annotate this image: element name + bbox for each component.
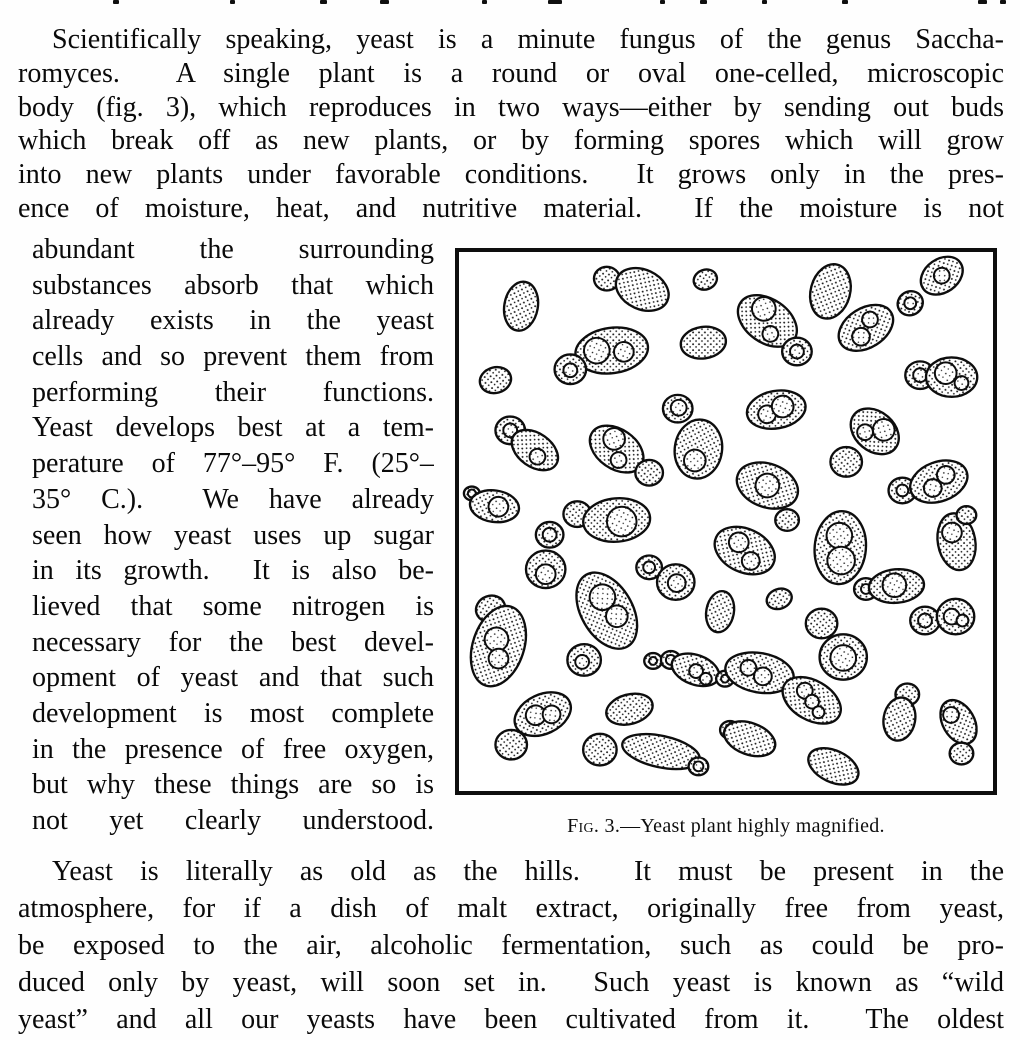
yeast-cell-vacuole [935,362,957,384]
figure-caption [455,815,997,838]
text-line: perature of 77°–95° F. (25°– [32,448,434,480]
paragraph-bottom [18,853,1004,1038]
yeast-cell [477,364,514,397]
yeast-cell [910,607,940,635]
cropped-text-fragment [482,0,487,4]
text-line: necessary for the best devel- [32,626,434,658]
yeast-cell-vacuole [955,376,969,390]
yeast-cell [812,509,869,586]
cropped-text-fragment [380,0,389,4]
text-line: cells and so prevent them from [32,341,434,373]
yeast-cell [806,609,838,639]
paragraph-top [18,23,1004,226]
text-line: atmosphere, for if a dish of malt extract, originally free from yeast, [18,893,1004,924]
yeast-cell [689,757,709,775]
yeast-cell [893,287,927,320]
text-line: 35° C.). We have already [32,483,434,515]
yeast-cell [730,454,804,516]
yeast-cell [603,689,656,730]
cropped-text-fragment [842,0,848,4]
yeast-cell-vacuole [649,657,657,665]
yeast-cell [703,589,737,635]
text-line: not yet clearly understood. [32,805,434,836]
text-line: development is most complete [32,697,434,729]
text-line: Yeast is literally as old as the hills. It must be present in the [52,856,1004,887]
yeast-cell [495,730,527,760]
yeast-cell-vacuole [913,368,927,382]
text-line: substances absorb that which [32,269,434,301]
yeast-cell [679,324,728,362]
yeast-cell-vacuole [882,572,908,598]
text-line: already exists in the yeast [32,305,434,337]
yeast-cell-vacuole [543,528,557,542]
yeast-cell [583,734,616,766]
yeast-cell-vacuole [668,574,686,592]
yeast-cell-vacuole [643,561,655,573]
yeast-cell [663,395,693,423]
yeast-cell [868,567,926,605]
yeast-cell-vacuole [957,615,969,627]
yeast-cell [957,506,977,524]
text-line: be exposed to the air, alcoholic fermentation, such as could be pro- [18,930,1004,961]
yeast-cell [657,564,694,599]
yeast-cell-vacuole [693,761,703,771]
yeast-cell [914,252,970,302]
yeast-cell-vacuole [536,564,556,584]
cropped-text-fragment [700,0,707,4]
yeast-cell [461,599,535,694]
text-line: abundant the surrounding [32,234,434,265]
yeast-cell [803,741,865,791]
yeast-figure-drawing [459,252,993,791]
yeast-cell [950,743,974,765]
text-line: seen how yeast uses up sugar [32,519,434,551]
text-line: which break off as new plants, or by forming spores which will grow [18,125,1004,157]
cropped-text-fragment [320,0,327,4]
text-line: ence of moisture, heat, and nutritive material. If the moisture is not [18,192,1004,224]
text-line: performing their functions. [32,376,434,408]
yeast-cell-vacuole [575,655,589,669]
yeast-cell [609,260,676,319]
cropped-text-fragment [548,0,562,4]
text-line: body (fig. 3), which reproduces in two ways—either by sending out buds [18,91,1004,123]
yeast-cell [804,260,856,324]
yeast-cell [707,518,782,584]
yeast-cell [581,496,652,545]
yeast-cell [635,460,663,486]
text-line: lieved that some nitrogen is [32,590,434,622]
cropped-text-fragment [230,0,235,4]
figure-frame [455,248,997,795]
figure-caption-label: Fig. 3. [567,815,621,837]
text-line: in the presence of free oxygen, [32,733,434,765]
yeast-cell [775,509,799,531]
yeast-cell [764,585,795,612]
text-line: in its growth. It is also be- [32,555,434,587]
yeast-cell [782,338,812,366]
text-line: Scientifically speaking, yeast is a minute fungus of the genus Saccha- [52,24,1004,55]
cropped-text-fragment [113,0,119,4]
yeast-cell [536,522,564,548]
text-line: duced only by yeast, will soon set in. Such yeast is known as “wild [18,967,1004,998]
yeast-cell-vacuole [790,345,804,359]
text-line: yeast” and all our yeasts have been cultivated from it. The oldest [18,1004,1004,1035]
cropped-text-fragment [762,0,767,4]
text-line: into new plants under favorable conditions. It grows only in the pres- [18,159,1004,191]
yeast-cell [691,266,720,293]
yeast-cell-vacuole [563,363,577,377]
yeast-cell [926,357,977,396]
yeast-cell [671,417,726,482]
yeast-cell [526,551,565,588]
cropped-text-fragment [978,0,987,4]
yeast-cell-vacuole [918,614,932,628]
yeast-cell [830,447,862,477]
text-line: opment of yeast and that such [32,662,434,694]
yeast-cell [500,279,542,333]
text-line: but why these things are so is [32,769,434,801]
left-column-paragraph [32,232,434,839]
yeast-cell [820,634,867,679]
yeast-cell-vacuole [825,522,853,550]
yeast-cell [567,644,600,676]
figure-caption-text: —Yeast plant highly magnified. [620,815,885,837]
cropped-text-fragment [660,0,665,4]
yeast-cell-vacuole [896,485,908,497]
yeast-cell [937,599,974,634]
cropped-text-fragment [1000,0,1006,4]
yeast-cell [555,354,587,384]
text-line: Yeast develops best at a tem- [32,412,434,444]
yeast-cell-vacuole [830,645,856,671]
yeast-cell [644,653,662,669]
yeast-cell [904,453,973,510]
text-line: romyces. A single plant is a round or oval one-celled, microscopic [18,57,1004,89]
yeast-cell [744,386,809,433]
yeast-cell-vacuole [671,400,687,416]
